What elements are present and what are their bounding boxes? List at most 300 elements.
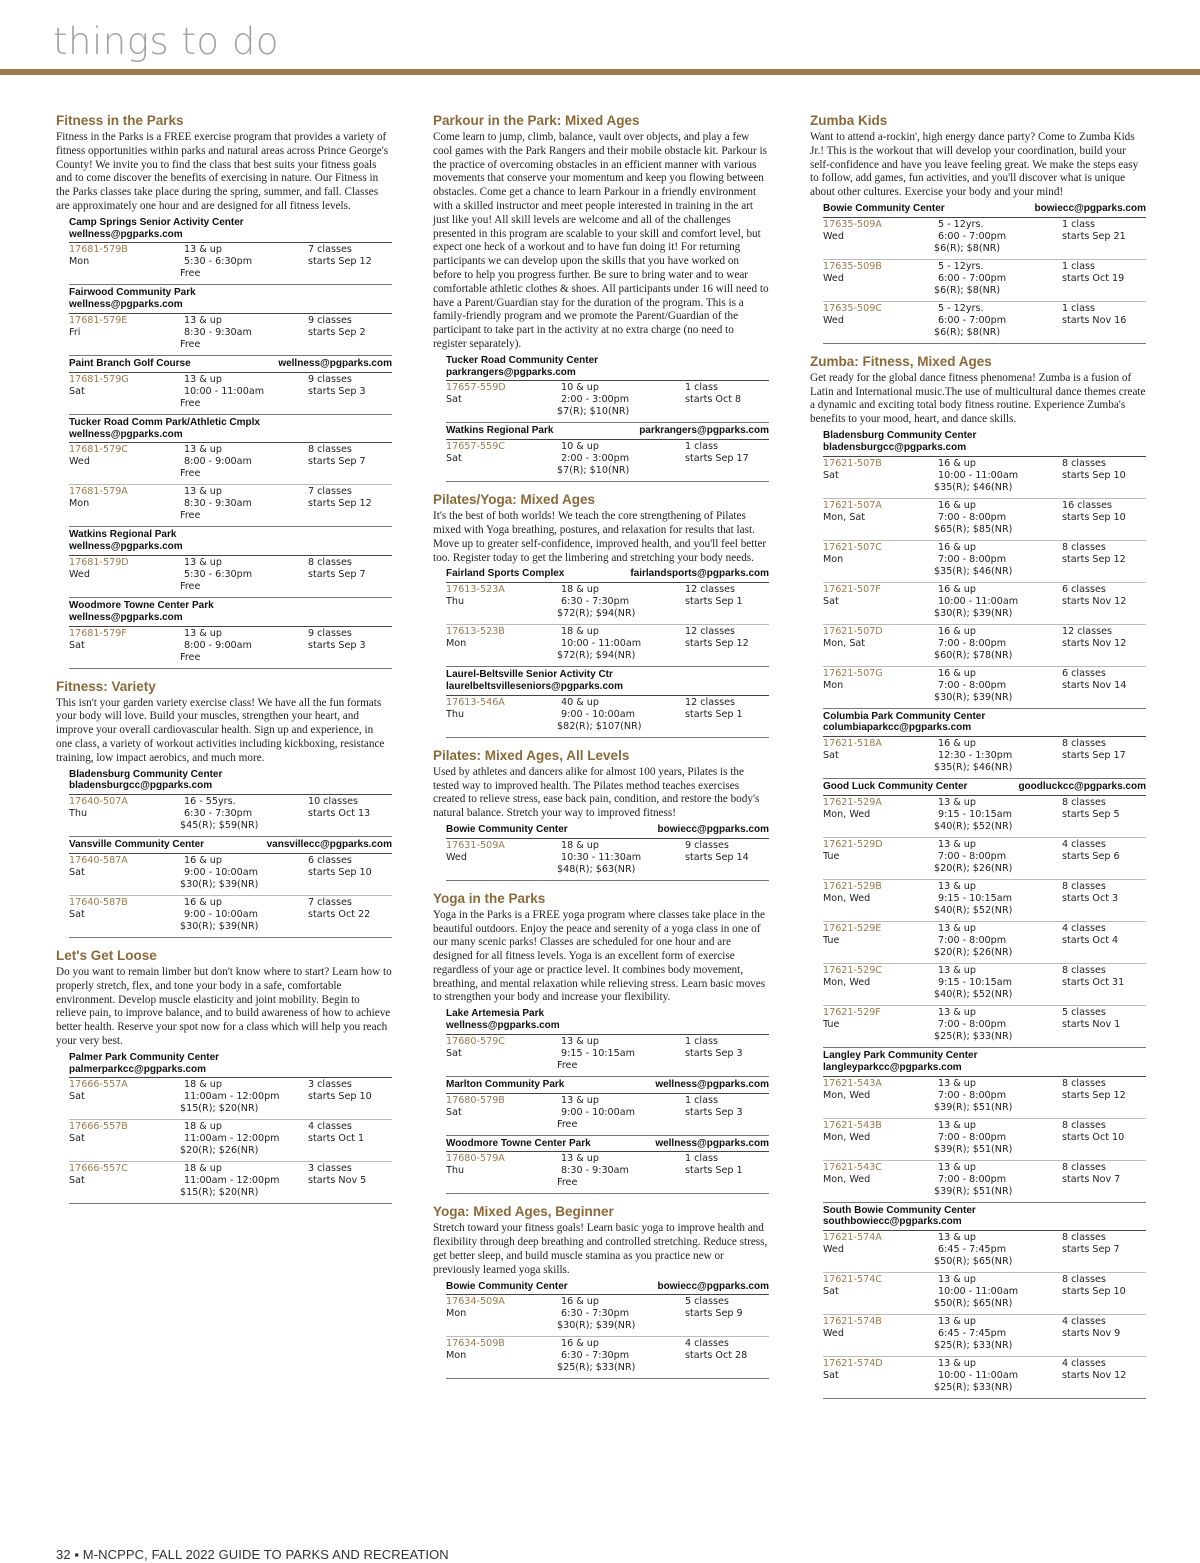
location-block bbox=[69, 600, 392, 669]
course-time: 7:00 - 8:00pm bbox=[938, 1173, 1007, 1185]
course-age: 13 & up bbox=[938, 1161, 976, 1173]
course-code[interactable]: 17621-574B bbox=[823, 1316, 882, 1328]
course-time: 10:30 - 11:30am bbox=[561, 851, 642, 863]
course-code[interactable]: 17635-509A bbox=[823, 218, 882, 230]
location-block bbox=[69, 769, 392, 838]
course-code[interactable]: 17621-574D bbox=[823, 1358, 883, 1370]
course-age: 16 & up bbox=[184, 854, 222, 866]
course-days: Wed bbox=[823, 1328, 844, 1340]
course-start: starts Sep 10 bbox=[1062, 511, 1126, 523]
course-days: Wed bbox=[823, 230, 844, 242]
location-email[interactable]: parkrangers@pgparks.com bbox=[639, 425, 769, 437]
location-header bbox=[69, 287, 392, 311]
course-fee: $7(R); $10(NR) bbox=[557, 406, 630, 418]
location-name: Vansville Community Center bbox=[69, 839, 205, 851]
course-classes: 8 classes bbox=[1062, 1119, 1106, 1131]
course-days: Tue bbox=[823, 850, 840, 862]
course-age: 13 & up bbox=[938, 1006, 976, 1018]
course-classes: 4 classes bbox=[1062, 1316, 1106, 1328]
course-code[interactable]: 17621-507F bbox=[823, 583, 881, 595]
course-fee: Free bbox=[180, 268, 201, 280]
column-2 bbox=[433, 113, 769, 1389]
course-time: 9:00 - 10:00am bbox=[561, 708, 635, 720]
course-code[interactable]: 17681-579B bbox=[69, 244, 128, 256]
course-row bbox=[823, 838, 1146, 880]
course-code[interactable]: 17621-507A bbox=[823, 499, 882, 511]
section-title: Pilates/Yoga: Mixed Ages bbox=[433, 492, 596, 508]
course-row bbox=[823, 1006, 1146, 1048]
course-time: 7:00 - 8:00pm bbox=[938, 1131, 1007, 1143]
section-title: Yoga: Mixed Ages, Beginner bbox=[433, 1204, 614, 1220]
course-days: Mon bbox=[823, 679, 844, 691]
course-row bbox=[446, 583, 769, 625]
course-row bbox=[823, 1077, 1146, 1119]
column-3 bbox=[810, 113, 1146, 1409]
course-start: starts Sep 1 bbox=[685, 708, 743, 720]
course-code[interactable]: 17621-507G bbox=[823, 667, 883, 679]
program-section bbox=[433, 891, 769, 1195]
course-code[interactable]: 17634-509A bbox=[446, 1296, 505, 1308]
location-email[interactable]: southbowiecc@pgparks.com bbox=[823, 1216, 962, 1228]
course-code[interactable]: 17681-579A bbox=[69, 486, 128, 498]
location-header bbox=[69, 358, 392, 370]
course-classes: 10 classes bbox=[308, 796, 358, 808]
course-start: starts Sep 10 bbox=[308, 1091, 372, 1103]
course-age: 13 & up bbox=[184, 314, 222, 326]
course-classes: 1 class bbox=[1062, 260, 1095, 272]
course-classes: 6 classes bbox=[1062, 583, 1106, 595]
course-time: 7:00 - 8:00pm bbox=[938, 637, 1007, 649]
location-block bbox=[823, 430, 1146, 709]
course-code[interactable]: 17640-507A bbox=[69, 796, 128, 808]
location-name: Bladensburg Community Center bbox=[823, 429, 977, 441]
course-classes: 4 classes bbox=[1062, 1358, 1106, 1370]
program-section bbox=[56, 948, 392, 1204]
course-row bbox=[446, 440, 769, 482]
course-classes: 12 classes bbox=[685, 584, 735, 596]
course-code[interactable]: 17613-523A bbox=[446, 584, 505, 596]
course-classes: 8 classes bbox=[1062, 1232, 1106, 1244]
course-fee: $40(R); $52(NR) bbox=[934, 820, 1013, 832]
location-email[interactable]: wellness@pgparks.com bbox=[655, 1078, 769, 1090]
course-age: 13 & up bbox=[184, 244, 222, 256]
course-start: starts Sep 10 bbox=[1062, 469, 1126, 481]
course-row bbox=[69, 627, 392, 669]
location-header bbox=[823, 430, 1146, 454]
course-time: 6:30 - 7:30pm bbox=[184, 808, 253, 820]
location-email[interactable]: goodluckcc@pgparks.com bbox=[1018, 781, 1146, 793]
course-days: Sat bbox=[823, 469, 839, 481]
course-days: Thu bbox=[446, 1165, 465, 1177]
course-fee: $82(R); $107(NR) bbox=[557, 720, 642, 732]
location-block bbox=[446, 669, 769, 738]
course-classes: 8 classes bbox=[308, 444, 352, 456]
location-header bbox=[446, 1138, 769, 1150]
course-start: starts Nov 16 bbox=[1062, 314, 1127, 326]
course-code[interactable]: 17621-518A bbox=[823, 738, 882, 750]
course-code[interactable]: 17635-509C bbox=[823, 302, 882, 314]
location-header bbox=[69, 839, 392, 851]
course-time: 10:00 - 11:00am bbox=[938, 1286, 1019, 1298]
course-code[interactable]: 17631-509A bbox=[446, 839, 505, 851]
course-row bbox=[446, 696, 769, 738]
course-code[interactable]: 17621-529A bbox=[823, 796, 882, 808]
course-age: 10 & up bbox=[561, 441, 599, 453]
course-fee: $7(R); $10(NR) bbox=[557, 465, 630, 477]
course-fee: Free bbox=[180, 397, 201, 409]
location-block bbox=[823, 781, 1146, 1048]
course-code[interactable]: 17681-579G bbox=[69, 373, 129, 385]
course-start: starts Sep 10 bbox=[308, 866, 372, 878]
course-code[interactable]: 17681-579E bbox=[69, 314, 128, 326]
course-days: Sat bbox=[69, 639, 85, 651]
section-description: Do you want to remain limber but don't know where to start? Learn how to properly stretch, flex, and tone your body in a safe, comfortable environment. Develop muscle elasticity and joint mobility. Begin to relieve pain, to improve balance, and to build awareness of how to achieve better health. Reserve your spot now for a class which will help you reach your very best. bbox=[56, 965, 392, 1047]
course-row bbox=[69, 373, 392, 415]
course-code[interactable]: 17640-587B bbox=[69, 896, 128, 908]
course-time: 9:00 - 10:00am bbox=[184, 908, 258, 920]
location-block bbox=[823, 1050, 1146, 1203]
course-start: starts Sep 3 bbox=[308, 639, 366, 651]
course-code[interactable]: 17621-529F bbox=[823, 1006, 881, 1018]
location-email[interactable]: bowiecc@pgparks.com bbox=[1034, 202, 1146, 214]
location-email[interactable]: parkrangers@pgparks.com bbox=[446, 366, 576, 378]
location-block bbox=[446, 568, 769, 667]
course-time: 6:30 - 7:30pm bbox=[561, 1308, 630, 1320]
course-fee: Free bbox=[180, 468, 201, 480]
location-header bbox=[446, 1008, 769, 1032]
location-email[interactable]: bladensburgcc@pgparks.com bbox=[69, 780, 213, 792]
location-header bbox=[823, 711, 1146, 735]
location-email[interactable]: palmerparkcc@pgparks.com bbox=[69, 1063, 207, 1075]
course-days: Mon bbox=[69, 498, 90, 510]
course-fee: $39(R); $51(NR) bbox=[934, 1143, 1013, 1155]
course-classes: 6 classes bbox=[1062, 667, 1106, 679]
course-time: 6:00 - 7:00pm bbox=[938, 314, 1007, 326]
course-time: 2:00 - 3:00pm bbox=[561, 453, 630, 465]
course-code[interactable]: 17621-543B bbox=[823, 1119, 882, 1131]
course-fee: $25(R); $33(NR) bbox=[934, 1340, 1013, 1352]
course-classes: 8 classes bbox=[1062, 1161, 1106, 1173]
course-age: 13 & up bbox=[938, 1358, 976, 1370]
course-row bbox=[823, 1273, 1146, 1315]
course-classes: 4 classes bbox=[685, 1338, 729, 1350]
program-section bbox=[56, 679, 392, 938]
program-section bbox=[433, 113, 769, 482]
course-code[interactable]: 17681-579F bbox=[69, 627, 127, 639]
section-description: Stretch toward your fitness goals! Learn basic yoga to improve health and flexibility through deep breathing and controlled stretching. Reduce stress, get better sleep, and build muscle stamina as you practice new or previously learned yoga skills. bbox=[433, 1222, 768, 1276]
course-age: 18 & up bbox=[561, 584, 599, 596]
course-start: starts Sep 6 bbox=[1062, 850, 1120, 862]
section-title: Fitness: Variety bbox=[56, 678, 156, 694]
course-classes: 8 classes bbox=[1062, 796, 1106, 808]
location-email[interactable]: wellness@pgparks.com bbox=[69, 299, 183, 311]
course-row bbox=[823, 625, 1146, 667]
course-start: starts Oct 1 bbox=[308, 1133, 365, 1145]
course-classes: 8 classes bbox=[308, 556, 352, 568]
course-time: 8:00 - 9:00am bbox=[184, 639, 252, 651]
course-days: Tue bbox=[823, 934, 840, 946]
course-time: 6:00 - 7:00pm bbox=[938, 272, 1007, 284]
section-description: Yoga in the Parks is a FREE yoga program where classes take place in the beautiful outdoors. Enjoy the peace and serenity of a yoga class in one of our many scenic parks! Classes are scheduled for one hour and are designed for all fitness levels. Yoga is an excellent form of exercise regardless of your age or practice level. It combines body movement, breathing, and mental relaxation while relieving stress. Learn basic moves to strengthen your body and increase your flexibility. bbox=[433, 908, 766, 1004]
course-fee: $35(R); $46(NR) bbox=[934, 481, 1013, 493]
location-email[interactable]: bladensburgcc@pgparks.com bbox=[823, 441, 967, 453]
location-name: Marlton Community Park bbox=[446, 1078, 565, 1090]
location-email[interactable]: wellness@pgparks.com bbox=[655, 1137, 769, 1149]
location-email[interactable]: wellness@pgparks.com bbox=[446, 1020, 560, 1032]
course-start: starts Sep 7 bbox=[308, 456, 366, 468]
course-code[interactable]: 17681-579C bbox=[69, 444, 128, 456]
course-row bbox=[823, 1231, 1146, 1273]
course-days: Sat bbox=[823, 1286, 839, 1298]
page-footer: 32 ▪ M-NCPPC, FALL 2022 GUIDE TO PARKS AND RECREATION bbox=[56, 1547, 449, 1562]
course-age: 13 & up bbox=[561, 1094, 599, 1106]
location-email[interactable]: wellness@pgparks.com bbox=[69, 228, 183, 240]
location-name: Paint Branch Golf Course bbox=[69, 357, 191, 369]
course-fee: $25(R); $33(NR) bbox=[934, 1030, 1013, 1042]
location-email[interactable]: wellness@pgparks.com bbox=[69, 611, 183, 623]
location-email[interactable]: fairlandsports@pgparks.com bbox=[630, 568, 769, 580]
course-row bbox=[823, 583, 1146, 625]
course-start: starts Sep 21 bbox=[1062, 230, 1126, 242]
course-fee: $20(R); $26(NR) bbox=[180, 1145, 259, 1157]
course-start: starts Sep 2 bbox=[308, 326, 366, 338]
course-classes: 16 classes bbox=[1062, 499, 1112, 511]
course-age: 18 & up bbox=[561, 839, 599, 851]
course-code[interactable]: 17680-579B bbox=[446, 1094, 505, 1106]
course-classes: 1 class bbox=[1062, 218, 1095, 230]
course-classes: 8 classes bbox=[1062, 964, 1106, 976]
course-time: 10:00 - 11:00am bbox=[184, 385, 265, 397]
location-block bbox=[69, 529, 392, 598]
course-time: 11:00am - 12:00pm bbox=[184, 1175, 280, 1187]
course-time: 9:15 - 10:15am bbox=[938, 976, 1012, 988]
location-header bbox=[69, 417, 392, 441]
course-code[interactable]: 17621-529D bbox=[823, 838, 883, 850]
location-header bbox=[823, 781, 1146, 793]
location-block bbox=[69, 839, 392, 938]
course-age: 13 & up bbox=[938, 1077, 976, 1089]
course-classes: 7 classes bbox=[308, 896, 352, 908]
location-email[interactable]: columbiaparkcc@pgparks.com bbox=[823, 722, 972, 734]
course-fee: Free bbox=[557, 1059, 578, 1071]
course-start: starts Oct 13 bbox=[308, 808, 371, 820]
course-classes: 5 classes bbox=[1062, 1006, 1106, 1018]
course-classes: 8 classes bbox=[1062, 457, 1106, 469]
course-row bbox=[69, 795, 392, 837]
course-code[interactable]: 17621-507C bbox=[823, 541, 882, 553]
course-fee: Free bbox=[180, 338, 201, 350]
course-row bbox=[823, 1315, 1146, 1357]
course-code[interactable]: 17666-557A bbox=[69, 1079, 128, 1091]
location-email[interactable]: wellness@pgparks.com bbox=[278, 357, 392, 369]
course-age: 13 & up bbox=[938, 922, 976, 934]
location-name: Watkins Regional Park bbox=[446, 425, 554, 437]
course-classes: 8 classes bbox=[1062, 541, 1106, 553]
course-age: 13 & up bbox=[938, 796, 976, 808]
course-start: starts Oct 3 bbox=[1062, 892, 1119, 904]
course-age: 13 & up bbox=[938, 1316, 976, 1328]
course-start: starts Oct 10 bbox=[1062, 1131, 1125, 1143]
course-time: 11:00am - 12:00pm bbox=[184, 1091, 280, 1103]
course-code[interactable]: 17621-574A bbox=[823, 1232, 882, 1244]
course-classes: 12 classes bbox=[685, 696, 735, 708]
section-description: Fitness in the Parks is a FREE exercise program that provides a variety of fitness opportunities within parks and natural areas across Prince George's County! We invite you to find the class that best suits your fitness goals and to come discover the benefits of exercising in nature. Our Fitness in the Parks classes take place during the spring, summer, and fall. Classes are approximately one hour and are designed for all fitness levels. bbox=[56, 131, 389, 212]
course-classes: 3 classes bbox=[308, 1079, 352, 1091]
course-classes: 1 class bbox=[685, 1035, 718, 1047]
course-row bbox=[446, 381, 769, 423]
course-days: Sat bbox=[446, 453, 462, 465]
course-time: 9:00 - 10:00am bbox=[184, 866, 258, 878]
course-code[interactable]: 17680-579C bbox=[446, 1035, 505, 1047]
course-code[interactable]: 17621-574C bbox=[823, 1274, 882, 1286]
course-code[interactable]: 17621-529C bbox=[823, 964, 882, 976]
location-block bbox=[446, 1008, 769, 1077]
course-row bbox=[446, 1295, 769, 1337]
course-code[interactable]: 17613-546A bbox=[446, 696, 505, 708]
course-start: starts Sep 17 bbox=[685, 453, 749, 465]
course-code[interactable]: 17621-529E bbox=[823, 922, 882, 934]
location-block bbox=[823, 1205, 1146, 1400]
course-code[interactable]: 17635-509B bbox=[823, 260, 882, 272]
course-row bbox=[446, 1337, 769, 1379]
course-fee: $45(R); $59(NR) bbox=[180, 820, 259, 832]
course-code[interactable]: 17680-579A bbox=[446, 1153, 505, 1165]
location-header bbox=[69, 769, 392, 793]
course-code[interactable]: 17621-529B bbox=[823, 880, 882, 892]
course-time: 7:00 - 8:00pm bbox=[938, 553, 1007, 565]
location-email[interactable]: bowiecc@pgparks.com bbox=[657, 1280, 769, 1292]
course-row bbox=[823, 499, 1146, 541]
location-name: Bowie Community Center bbox=[446, 823, 568, 835]
course-row bbox=[446, 1152, 769, 1194]
course-fee: $25(R); $33(NR) bbox=[934, 1382, 1013, 1394]
course-age: 16 & up bbox=[938, 667, 976, 679]
course-start: starts Sep 1 bbox=[685, 596, 743, 608]
course-time: 7:00 - 8:00pm bbox=[938, 511, 1007, 523]
course-row bbox=[69, 556, 392, 598]
course-fee: Free bbox=[557, 1118, 578, 1130]
course-code[interactable]: 17621-543C bbox=[823, 1161, 882, 1173]
course-time: 12:30 - 1:30pm bbox=[938, 750, 1013, 762]
course-code[interactable]: 17621-543A bbox=[823, 1077, 882, 1089]
course-code[interactable]: 17640-587A bbox=[69, 854, 128, 866]
course-age: 13 & up bbox=[938, 1232, 976, 1244]
course-days: Sat bbox=[823, 750, 839, 762]
location-name: Woodmore Towne Center Park bbox=[446, 1137, 591, 1149]
location-header bbox=[69, 1052, 392, 1076]
course-age: 13 & up bbox=[938, 1274, 976, 1286]
course-time: 9:00 - 10:00am bbox=[561, 1106, 635, 1118]
course-classes: 9 classes bbox=[308, 314, 352, 326]
course-fee: $30(R); $39(NR) bbox=[934, 691, 1013, 703]
course-age: 40 & up bbox=[561, 696, 599, 708]
location-email[interactable]: wellness@pgparks.com bbox=[69, 541, 183, 553]
course-start: starts Sep 5 bbox=[1062, 808, 1120, 820]
course-row bbox=[823, 796, 1146, 838]
course-age: 13 & up bbox=[938, 964, 976, 976]
course-start: starts Oct 31 bbox=[1062, 976, 1125, 988]
column-1 bbox=[56, 113, 392, 1214]
location-email[interactable]: vansvillecc@pgparks.com bbox=[266, 839, 392, 851]
section-description: This isn't your garden variety exercise class! We have all the fun formats your body will love. Build your muscles, strengthen your heart, and improve your overall cardiovascular health. Sign up and experience, in one class, a variety of workout activities including kickboxing, resistance training, low impact aerobics, and much more. bbox=[56, 696, 385, 764]
course-age: 13 & up bbox=[938, 880, 976, 892]
course-fee: Free bbox=[180, 510, 201, 522]
section-title: Zumba: Fitness, Mixed Ages bbox=[810, 353, 992, 369]
course-classes: 4 classes bbox=[308, 1121, 352, 1133]
course-age: 5 - 12yrs. bbox=[938, 302, 984, 314]
course-age: 13 & up bbox=[938, 1119, 976, 1131]
course-days: Sat bbox=[446, 1047, 462, 1059]
course-age: 10 & up bbox=[561, 382, 599, 394]
course-start: starts Sep 12 bbox=[1062, 1089, 1126, 1101]
course-row bbox=[69, 1162, 392, 1204]
location-name: Laurel-Beltsville Senior Activity Ctr bbox=[446, 669, 613, 681]
course-code[interactable]: 17657-559C bbox=[446, 441, 505, 453]
course-days: Wed bbox=[446, 851, 467, 863]
course-row bbox=[823, 302, 1146, 344]
course-row bbox=[446, 839, 769, 881]
course-row bbox=[823, 260, 1146, 302]
course-fee: $30(R); $39(NR) bbox=[180, 878, 259, 890]
course-classes: 8 classes bbox=[1062, 738, 1106, 750]
course-fee: Free bbox=[557, 1177, 578, 1189]
course-code[interactable]: 17666-557B bbox=[69, 1121, 128, 1133]
course-row bbox=[823, 1161, 1146, 1203]
course-row bbox=[69, 896, 392, 938]
course-days: Sat bbox=[446, 394, 462, 406]
course-code[interactable]: 17613-523B bbox=[446, 626, 505, 638]
course-age: 16 & up bbox=[938, 457, 976, 469]
location-email[interactable]: bowiecc@pgparks.com bbox=[657, 823, 769, 835]
course-code[interactable]: 17681-579D bbox=[69, 556, 129, 568]
course-days: Sat bbox=[69, 1133, 85, 1145]
course-age: 16 & up bbox=[938, 625, 976, 637]
course-code[interactable]: 17634-509B bbox=[446, 1338, 505, 1350]
location-email[interactable]: laurelbeltsvilleseniors@pgparks.com bbox=[446, 680, 624, 692]
course-fee: $72(R); $94(NR) bbox=[557, 608, 636, 620]
course-days: Mon, Wed bbox=[823, 1089, 871, 1101]
course-start: starts Oct 8 bbox=[685, 394, 742, 406]
location-email[interactable]: langleyparkcc@pgparks.com bbox=[823, 1061, 962, 1073]
course-classes: 8 classes bbox=[1062, 1077, 1106, 1089]
course-code[interactable]: 17621-507B bbox=[823, 457, 882, 469]
course-code[interactable]: 17657-559D bbox=[446, 382, 506, 394]
course-classes: 4 classes bbox=[1062, 838, 1106, 850]
course-row bbox=[823, 457, 1146, 499]
course-fee: $72(R); $94(NR) bbox=[557, 650, 636, 662]
course-start: starts Sep 3 bbox=[308, 385, 366, 397]
section-description: Come learn to jump, climb, balance, vault over objects, and play a few cool games with the Park Rangers and their mobile obstacle kit. Parkour is the practice of overcoming obstacles in an efficient manner with various movements that conserve your momentum and keep you flowing between obstacles. Come get a chance to learn Parkour in a friendly environment with a skilled instructor and meet people interested in training in the art just like you! All skill levels are welcome and all of the challenges presented in this program are scalable to your skill and comfort level, but expect one heck of a workout and to have fun doing it! For returning participants we can develop upon the skills that you have worked on before to help you progress further. Be sure to bring water and to wear comfortable athletic clothes & shoes. All participants under 16 will need to have a Parent/Guardian stay for the duration of the program. This is a family-friendly program and we promote the Parent/Guardian of the participant to take part in the activity at no extra charge (no need to register separately). bbox=[433, 131, 769, 350]
course-age: 18 & up bbox=[184, 1121, 222, 1133]
course-code[interactable]: 17621-507D bbox=[823, 625, 883, 637]
program-section bbox=[433, 748, 769, 881]
location-email[interactable]: wellness@pgparks.com bbox=[69, 428, 183, 440]
course-time: 7:00 - 8:00pm bbox=[938, 850, 1007, 862]
course-row bbox=[69, 485, 392, 527]
location-name: Bowie Community Center bbox=[446, 1280, 568, 1292]
course-classes: 3 classes bbox=[308, 1163, 352, 1175]
location-header bbox=[823, 203, 1146, 215]
course-age: 16 & up bbox=[938, 583, 976, 595]
course-code[interactable]: 17666-557C bbox=[69, 1163, 128, 1175]
course-time: 2:00 - 3:00pm bbox=[561, 394, 630, 406]
course-start: starts Nov 1 bbox=[1062, 1018, 1121, 1030]
course-days: Wed bbox=[823, 314, 844, 326]
course-fee: $6(R); $8(NR) bbox=[934, 284, 1001, 296]
course-days: Mon bbox=[69, 256, 90, 268]
course-fee: $60(R); $78(NR) bbox=[934, 649, 1013, 661]
location-block bbox=[69, 287, 392, 356]
